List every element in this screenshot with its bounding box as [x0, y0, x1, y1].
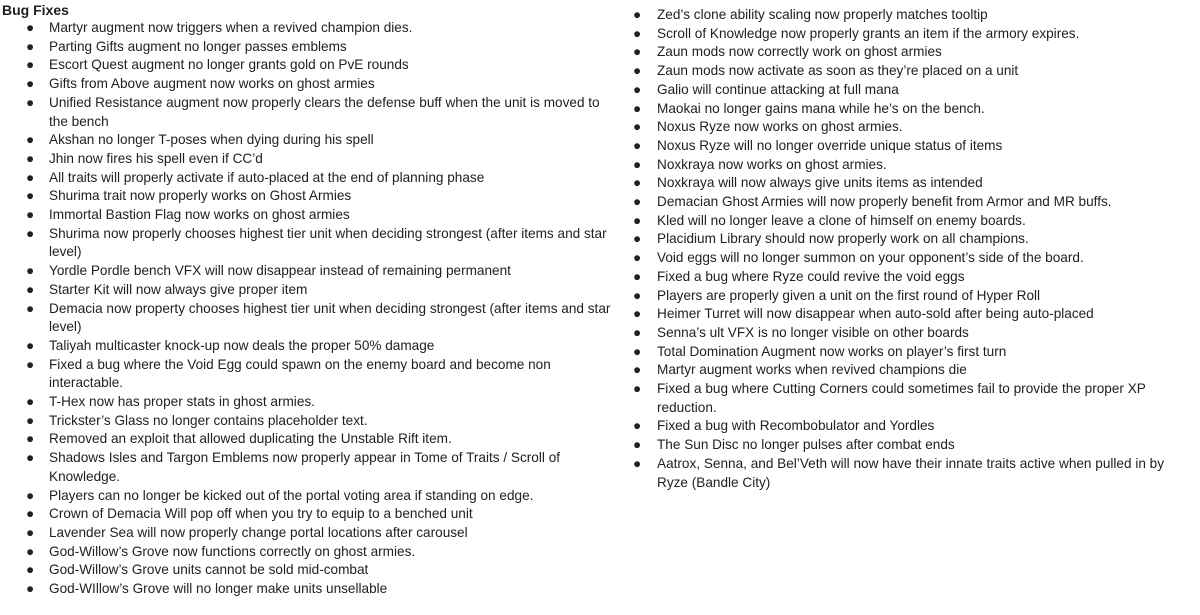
- bullet-icon: ●: [26, 188, 35, 204]
- list-item: [2, 131, 622, 150]
- list-item-text: Noxkraya will now always give units items as intended: [657, 175, 983, 191]
- bullet-icon: ●: [633, 231, 642, 247]
- bullet-icon: ●: [26, 207, 35, 223]
- list-item-text: Total Domination Augment now works on player’s first turn: [657, 343, 1007, 359]
- list-item: [633, 212, 1198, 231]
- list-item: [2, 94, 622, 131]
- list-item: [2, 38, 622, 57]
- list-item: [633, 174, 1198, 193]
- list-item-text: Fixed a bug where Cutting Corners could sometimes fail to provide the proper XP reduction.: [657, 381, 1146, 415]
- left-column: [2, 0, 622, 599]
- bullet-icon: ●: [633, 381, 642, 397]
- list-item-text: Trickster’s Glass no longer contains placeholder text.: [49, 412, 368, 428]
- bug-fix-list-right: [633, 6, 1198, 492]
- bullet-icon: ●: [26, 76, 35, 92]
- list-item: [2, 262, 622, 281]
- list-item-text: Demacian Ghost Armies will now properly benefit from Armor and MR buffs.: [657, 194, 1112, 210]
- bullet-icon: ●: [633, 194, 642, 210]
- list-item: [2, 430, 622, 449]
- list-item: [2, 356, 622, 393]
- list-item-text: Removed an exploit that allowed duplicating the Unstable Rift item.: [49, 431, 452, 447]
- list-item: [633, 249, 1198, 268]
- list-item-text: Senna’s ult VFX is no longer visible on other boards: [657, 324, 969, 340]
- list-item-text: God-Willow’s Grove now functions correctly on ghost armies.: [49, 543, 416, 559]
- bullet-icon: ●: [633, 137, 642, 153]
- list-item: [2, 75, 622, 94]
- list-item-text: Demacia now property chooses highest tier unit when deciding strongest (after items and star level): [49, 300, 611, 335]
- bullet-icon: ●: [633, 418, 642, 434]
- list-item-text: Taliyah multicaster knock-up now deals the proper 50% damage: [49, 337, 435, 353]
- list-item-text: T-Hex now has proper stats in ghost armies.: [49, 394, 315, 410]
- list-item: [633, 25, 1198, 44]
- list-item-text: Shadows Isles and Targon Emblems now properly appear in Tome of Traits / Scroll of Knowledge.: [49, 450, 561, 484]
- list-item-text: Starter Kit will now always give proper item: [49, 281, 308, 297]
- list-item: [2, 281, 622, 300]
- list-item-text: Martyr augment now triggers when a revived champion dies.: [49, 20, 413, 35]
- bullet-icon: ●: [633, 268, 642, 284]
- bullet-icon: ●: [26, 431, 35, 447]
- list-item-text: Fixed a bug where Ryze could revive the void eggs: [657, 268, 965, 284]
- bullet-icon: ●: [633, 63, 642, 79]
- list-item: [2, 187, 622, 206]
- bullet-icon: ●: [633, 437, 642, 453]
- bullet-icon: ●: [633, 7, 642, 22]
- list-item: [633, 230, 1198, 249]
- bullet-icon: ●: [26, 150, 35, 166]
- list-item: [633, 417, 1198, 436]
- bullet-icon: ●: [633, 455, 642, 471]
- bullet-icon: ●: [633, 250, 642, 266]
- list-item-text: Players can no longer be kicked out of the portal voting area if standing on edge.: [49, 487, 534, 503]
- right-column: [633, 0, 1198, 492]
- list-item: [633, 361, 1198, 380]
- list-item: [633, 455, 1198, 492]
- list-item: [2, 300, 622, 337]
- list-item: [633, 380, 1198, 417]
- list-item-text: Scroll of Knowledge now properly grants an item if the armory expires.: [657, 25, 1080, 41]
- list-item-text: Heimer Turret will now disappear when auto-sold after being auto-placed: [657, 306, 1094, 322]
- bullet-icon: ●: [26, 337, 35, 353]
- list-item-text: Gifts from Above augment now works on ghost armies: [49, 76, 375, 92]
- list-item: [2, 412, 622, 431]
- list-item-text: Noxus Ryze will no longer override unique status of items: [657, 137, 1003, 153]
- bullet-icon: ●: [26, 263, 35, 279]
- list-item-text: Lavender Sea will now properly change portal locations after carousel: [49, 524, 468, 540]
- list-item-text: Jhin now fires his spell even if CC’d: [49, 150, 263, 166]
- list-item: [2, 393, 622, 412]
- list-item: [2, 524, 622, 543]
- list-item-text: Unified Resistance augment now properly clears the defense buff when the unit is moved to the bench: [49, 94, 600, 129]
- list-item-text: Noxus Ryze now works on ghost armies.: [657, 119, 903, 135]
- bullet-icon: ●: [633, 119, 642, 135]
- list-item-text: Yordle Pordle bench VFX will now disappear instead of remaining permanent: [49, 263, 511, 279]
- list-item-text: Shurima now properly chooses highest tier unit when deciding strongest (after items and star level): [49, 225, 607, 260]
- bullet-icon: ●: [633, 175, 642, 191]
- list-item-text: Void eggs will no longer summon on your opponent’s side of the board.: [657, 250, 1084, 266]
- bullet-icon: ●: [633, 25, 642, 41]
- list-item: [633, 324, 1198, 343]
- list-item-text: Martyr augment works when revived champions die: [657, 362, 967, 378]
- list-item-text: Galio will continue attacking at full mana: [657, 81, 899, 97]
- bullet-icon: ●: [633, 156, 642, 172]
- list-item-text: Crown of Demacia Will pop off when you try to equip to a benched unit: [49, 506, 473, 522]
- bug-fix-list-left: [2, 19, 622, 599]
- bullet-icon: ●: [633, 362, 642, 378]
- list-item-text: Zaun mods now activate as soon as they’re placed on a unit: [657, 63, 1019, 79]
- bullet-icon: ●: [633, 44, 642, 60]
- list-item-text: Players are properly given a unit on the first round of Hyper Roll: [657, 287, 1041, 303]
- list-item: [2, 19, 622, 38]
- bullet-icon: ●: [26, 487, 35, 503]
- list-item-text: Parting Gifts augment no longer passes emblems: [49, 38, 347, 54]
- list-item: [633, 118, 1198, 137]
- bullet-icon: ●: [26, 412, 35, 428]
- list-item-text: The Sun Disc no longer pulses after combat ends: [657, 437, 955, 453]
- list-item-text: God-WIllow’s Grove will no longer make units unsellable: [49, 581, 388, 597]
- list-item-text: God-Willow’s Grove units cannot be sold mid-combat: [49, 562, 369, 578]
- bullet-icon: ●: [633, 81, 642, 97]
- list-item: [633, 43, 1198, 62]
- bullet-icon: ●: [26, 524, 35, 540]
- bullet-icon: ●: [26, 57, 35, 73]
- list-item: [633, 268, 1198, 287]
- list-item: [633, 305, 1198, 324]
- list-item-text: Akshan no longer T-poses when dying during his spell: [49, 132, 374, 148]
- bullet-icon: ●: [26, 356, 35, 372]
- list-item: [633, 436, 1198, 455]
- list-item: [633, 137, 1198, 156]
- bullet-icon: ●: [26, 281, 35, 297]
- list-item-text: Zed’s clone ability scaling now properly matches tooltip: [657, 7, 988, 22]
- list-item: [2, 56, 622, 75]
- list-item: [2, 505, 622, 524]
- list-item: [633, 287, 1198, 306]
- bullet-icon: ●: [26, 169, 35, 185]
- bullet-icon: ●: [633, 324, 642, 340]
- bullet-icon: ●: [633, 212, 642, 228]
- list-item: [633, 100, 1198, 119]
- bullet-icon: ●: [26, 581, 35, 597]
- bullet-icon: ●: [26, 94, 35, 110]
- list-item: [2, 561, 622, 580]
- bullet-icon: ●: [26, 225, 35, 241]
- bullet-icon: ●: [633, 287, 642, 303]
- list-item-text: Zaun mods now correctly work on ghost armies: [657, 44, 942, 60]
- list-item-text: All traits will properly activate if auto-placed at the end of planning phase: [49, 169, 485, 185]
- list-item-text: Aatrox, Senna, and Bel’Veth will now have their innate traits active when pulled in by Ryze (Bandle City): [657, 455, 1165, 490]
- list-item: [633, 156, 1198, 175]
- section-heading: Bug Fixes: [2, 2, 69, 18]
- bullet-icon: ●: [633, 343, 642, 359]
- list-item: [633, 62, 1198, 81]
- bullet-icon: ●: [26, 394, 35, 410]
- list-item-text: Escort Quest augment no longer grants gold on PvE rounds: [49, 57, 409, 73]
- list-item: [2, 225, 622, 262]
- bullet-icon: ●: [26, 38, 35, 54]
- list-item-text: Fixed a bug with Recombobulator and Yordles: [657, 418, 935, 434]
- list-item-text: Maokai no longer gains mana while he’s on the bench.: [657, 100, 985, 116]
- bullet-icon: ●: [633, 100, 642, 116]
- list-item: [2, 169, 622, 188]
- list-item: [2, 487, 622, 506]
- list-item: [2, 337, 622, 356]
- list-item-text: Kled will no longer leave a clone of himself on enemy boards.: [657, 212, 1026, 228]
- list-item: [2, 543, 622, 562]
- bullet-icon: ●: [26, 543, 35, 559]
- bullet-icon: ●: [26, 450, 35, 466]
- bullet-icon: ●: [26, 20, 35, 35]
- bullet-icon: ●: [26, 562, 35, 578]
- list-item: [2, 449, 622, 486]
- bullet-icon: ●: [26, 132, 35, 148]
- list-item-text: Fixed a bug where the Void Egg could spawn on the enemy board and become non interactable.: [49, 356, 551, 391]
- list-item-text: Immortal Bastion Flag now works on ghost armies: [49, 207, 350, 223]
- bullet-icon: ●: [633, 306, 642, 322]
- list-item: [633, 81, 1198, 100]
- list-item-text: Placidium Library should now properly work on all champions.: [657, 231, 1029, 247]
- bullet-icon: ●: [26, 300, 35, 316]
- list-item: [2, 580, 622, 599]
- list-item: [2, 150, 622, 169]
- list-item: [633, 6, 1198, 25]
- list-item-text: Shurima trait now properly works on Ghost Armies: [49, 188, 352, 204]
- list-item: [2, 206, 622, 225]
- list-item: [633, 343, 1198, 362]
- bullet-icon: ●: [26, 506, 35, 522]
- list-item: [633, 193, 1198, 212]
- list-item-text: Noxkraya now works on ghost armies.: [657, 156, 887, 172]
